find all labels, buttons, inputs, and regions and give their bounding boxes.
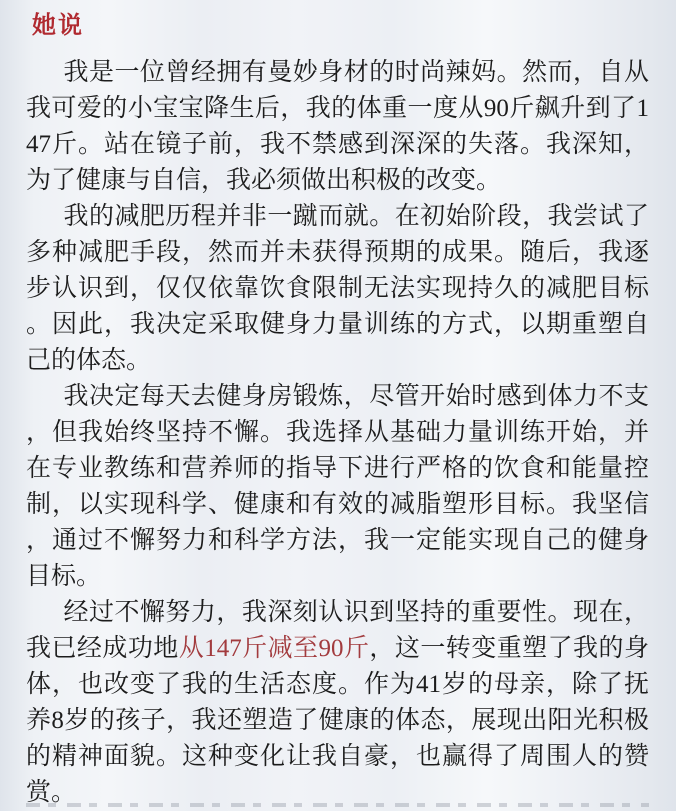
paragraph-1-text: 我是一位曾经拥有曼妙身材的时尚辣妈。然而，自从我可爱的小宝宝降生后，我的体重一度从90斤飙升到了147斤。站在镜子前，我不禁感到深深的失落。我深知，为了健康与自信，我必须做出积极的改变。 — [26, 59, 649, 194]
paragraph-4 — [26, 595, 649, 811]
cropped-next-line — [26, 803, 649, 807]
paragraph-1 — [26, 55, 649, 199]
paragraph-4-text-lead: 经过不懈努力，我深刻认识到坚持的重要性。现在，我已经成功地 — [26, 599, 649, 662]
paragraph-2-text: 我的减肥历程并非一蹴而就。在初始阶段，我尝试了多种减肥手段，然而并未获得预期的成果。随后，我逐步认识到，仅仅依靠饮食限制无法实现持久的减肥目标。因此，我决定采取健身力量训练的方式，以期重塑自己的体态。 — [26, 203, 649, 374]
paragraph-3 — [26, 379, 649, 595]
article-title: 她说 — [32, 12, 84, 39]
article-body — [26, 55, 649, 811]
weight-change-highlight: 从147斤减至90斤 — [178, 635, 370, 662]
paragraph-3-text: 我决定每天去健身房锻炼，尽管开始时感到体力不支，但我始终坚持不懈。我选择从基础力量训练开始，并在专业教练和营养师的指导下进行严格的饮食和能量控制，以实现科学、健康和有效的减脂塑形目标。我坚信，通过不懈努力和科学方法，我一定能实现自己的健身目标。 — [26, 383, 649, 590]
paragraph-2 — [26, 199, 649, 379]
paragraph-4-text-trail: ，这一转变重塑了我的身体，也改变了我的生活态度。作为41岁的母亲，除了抚养8岁的孩子，我还塑造了健康的体态，展现出阳光积极的精神面貌。这种变化让我自豪，也赢得了周围人的赞赏。 — [26, 635, 649, 806]
